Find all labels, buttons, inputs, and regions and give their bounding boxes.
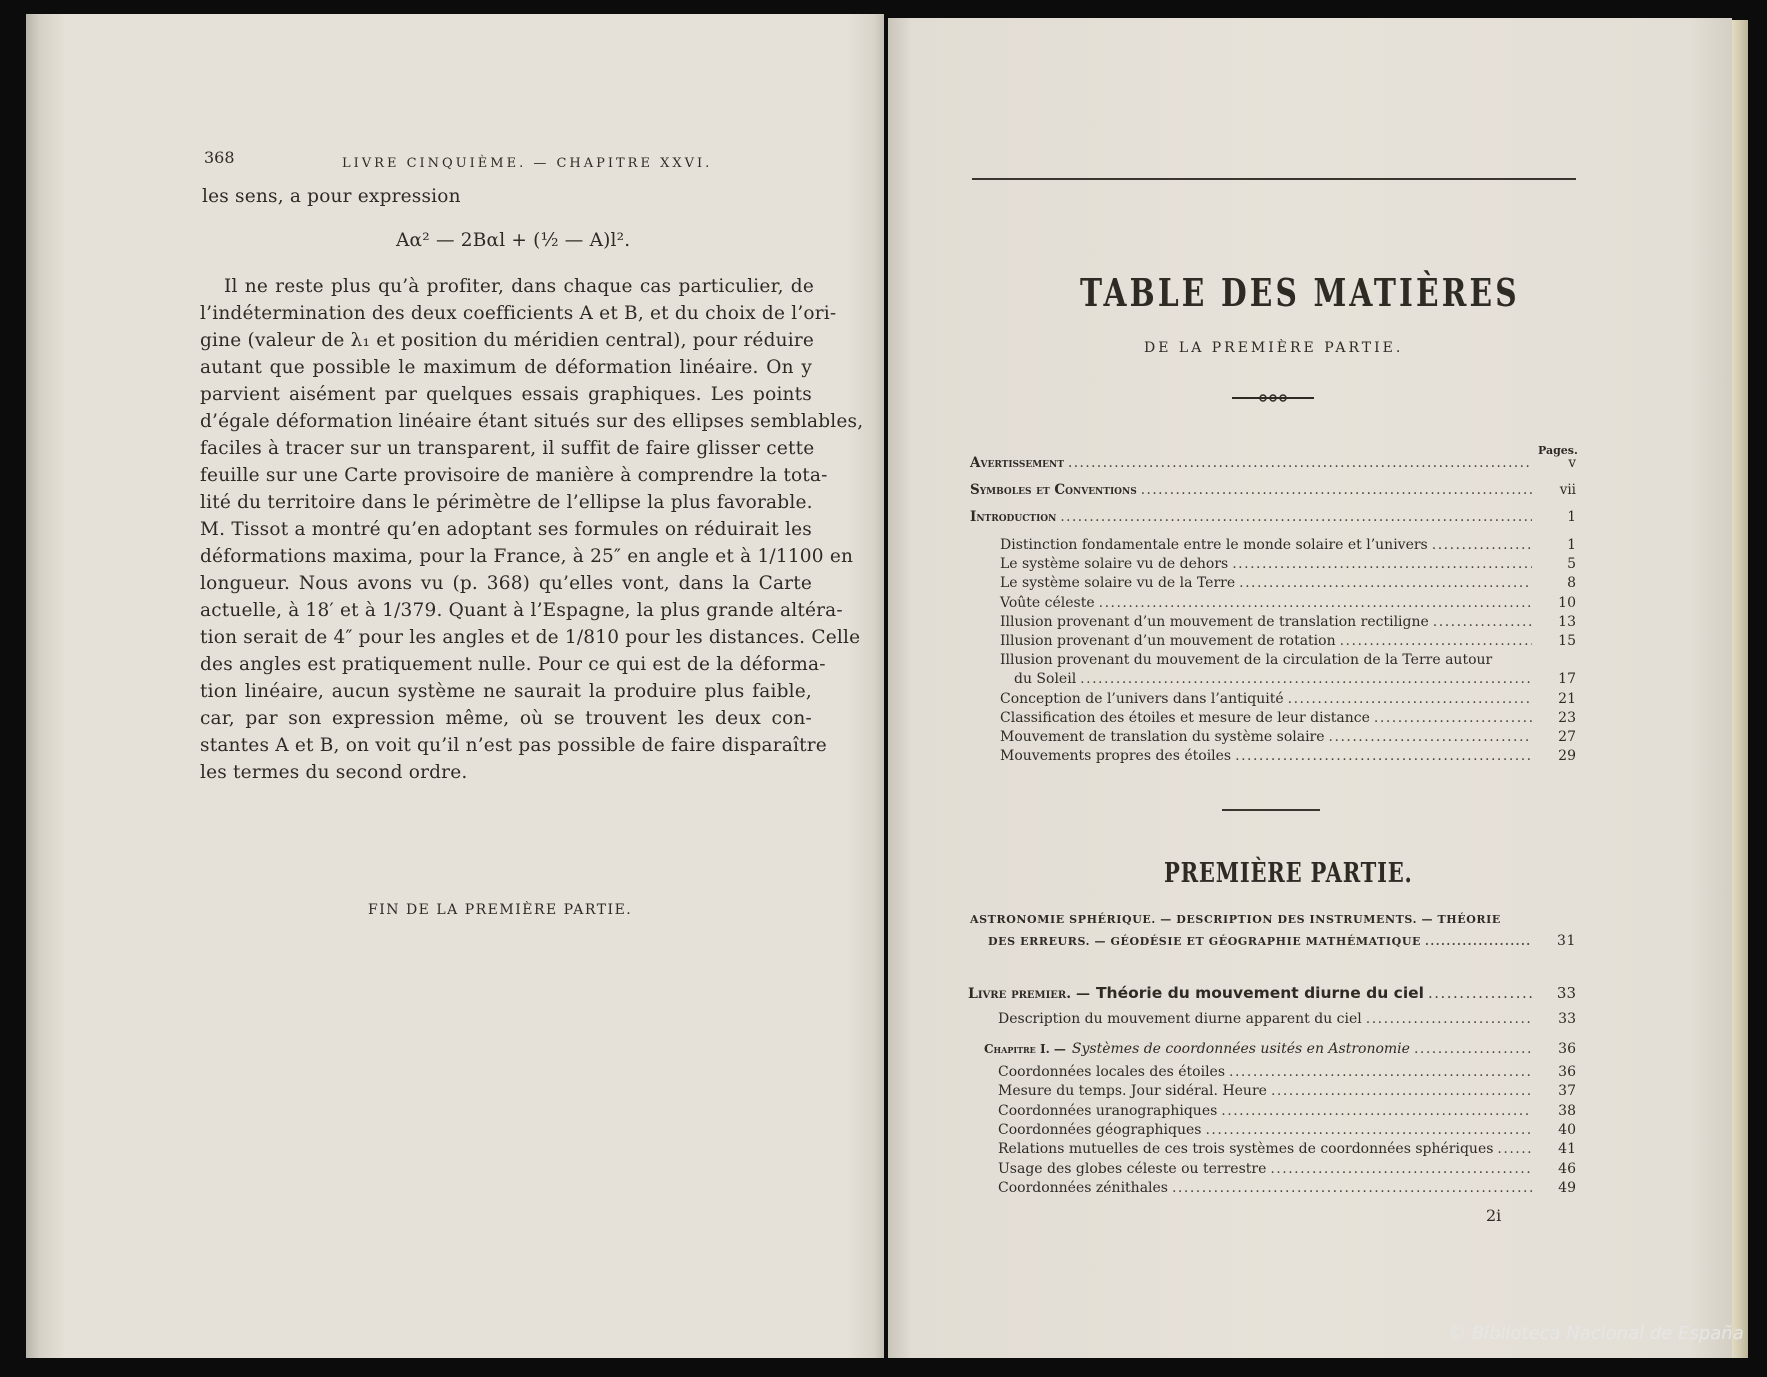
toc-entry-label: Description du mouvement diurne apparent du ciel — [998, 1011, 1362, 1027]
toc-entry-label: Coordonnées locales des étoiles — [998, 1064, 1226, 1080]
toc-page-number: 41 — [1558, 1141, 1576, 1158]
toc-page-number: 46 — [1558, 1160, 1576, 1177]
toc-entry-label: Conception de l’univers dans l’antiquité — [1000, 690, 1284, 707]
toc-entry-label: du Soleil — [1014, 671, 1077, 688]
section-rule — [1222, 809, 1320, 811]
toc-entry — [1000, 652, 1576, 668]
body-line: faciles à tracer sur un transparent, il suffit de faire glisser cette — [200, 438, 815, 459]
toc-entry-label: Distinction fondamentale entre le monde solaire et l’univers — [1000, 537, 1428, 553]
toc-page-number: 38 — [1558, 1102, 1576, 1119]
ornament-icon — [1230, 392, 1316, 404]
toc-entry — [970, 509, 1576, 525]
part-description-line2 — [988, 933, 1576, 949]
toc-entry — [1000, 633, 1576, 649]
livre-prefix: Livre premier. — — [968, 986, 1090, 1002]
toc-page-number: 23 — [1558, 709, 1576, 726]
toc-entry — [998, 1122, 1576, 1138]
body-line: parvient aisément par quelques essais graphiques. Les points — [200, 384, 812, 405]
body-line: les sens, a pour expression — [202, 186, 461, 207]
livre-title: Théorie du mouvement diurne du ciel — [1095, 984, 1424, 1002]
toc-entry — [1000, 748, 1576, 764]
toc-page-number: 49 — [1558, 1179, 1576, 1196]
pages-label: Pages. — [1538, 444, 1578, 457]
toc-entry — [1000, 729, 1576, 745]
toc-page-number: 31 — [1556, 933, 1576, 949]
toc-entry-label: Classification des étoiles et mesure de leur distance — [1000, 709, 1370, 726]
toc-entry-label: Coordonnées uranographiques — [998, 1102, 1218, 1119]
top-rule — [972, 178, 1576, 180]
toc-entry — [1014, 671, 1576, 687]
toc-page-number: 37 — [1558, 1083, 1576, 1100]
body-line: des angles est pratiquement nulle. Pour ce qui est de la déforma- — [200, 654, 826, 675]
toc-entry — [1000, 575, 1576, 591]
toc-entry — [998, 1161, 1576, 1177]
toc-page-number: 1 — [1567, 537, 1576, 553]
toc-entry-label: Mesure du temps. Jour sidéral. Heure — [998, 1083, 1267, 1100]
toc-page-number: 17 — [1558, 671, 1576, 688]
body-line: Aα² — 2Bαl + (½ — A)l². — [396, 230, 631, 251]
toc-entry-label: Avertissement — [970, 455, 1064, 471]
toc-entry-label: Mouvement de translation du système solaire — [1000, 729, 1325, 745]
toc-page-number: 33 — [1556, 984, 1576, 1002]
running-head: LIVRE CINQUIÈME. — CHAPITRE XXVI. — [342, 156, 713, 171]
part-description-line1: ASTRONOMIE SPHÉRIQUE. — DESCRIPTION DES INSTRUMENTS. — THÉORIE — [970, 913, 1501, 926]
chapitre-entry — [984, 1041, 1576, 1057]
body-line: lité du territoire dans le périmètre de l’ellipse la plus favorable. — [200, 492, 813, 513]
toc-page-number: 8 — [1567, 575, 1576, 592]
toc-page-number: 36 — [1558, 1041, 1576, 1057]
toc-page-number: 27 — [1558, 729, 1576, 745]
end-note: FIN DE LA PREMIÈRE PARTIE. — [368, 902, 633, 918]
toc-page-number: 29 — [1558, 748, 1576, 765]
livre-entry — [968, 984, 1576, 1002]
toc-title: TABLE DES MATIÈRES — [1080, 270, 1520, 315]
page-number: 368 — [204, 148, 235, 167]
body-line: tion serait de 4″ pour les angles et de 1/810 pour les distances. Celle — [200, 627, 861, 648]
toc-entry-label: Illusion provenant d’un mouvement de rotation — [1000, 633, 1336, 649]
body-line: d’égale déformation linéaire étant situés sur des ellipses semblables, — [200, 411, 864, 432]
toc-entry — [1000, 710, 1576, 726]
toc-page-number: 1 — [1567, 509, 1576, 525]
toc-entry — [970, 482, 1576, 498]
body-line: feuille sur une Carte provisoire de manière à comprendre la tota- — [200, 465, 828, 486]
toc-entry — [1000, 595, 1576, 611]
body-line: Il ne reste plus qu’à profiter, dans chaque cas particulier, de — [224, 276, 814, 297]
toc-entry-label: Illusion provenant du mouvement de la circulation de la Terre autour — [1000, 652, 1493, 669]
toc-entry — [1000, 691, 1576, 707]
toc-entry-label: Usage des globes céleste ou terrestre — [998, 1160, 1267, 1177]
body-line: M. Tissot a montré qu’en adoptant ses formules on réduirait les — [200, 519, 812, 540]
body-line: gine (valeur de λ₁ et position du méridien central), pour réduire — [200, 330, 815, 351]
toc-entry-label: Introduction — [970, 509, 1057, 525]
toc-entry — [1000, 556, 1576, 572]
toc-entry-label: Coordonnées géographiques — [998, 1121, 1202, 1138]
toc-entry-label: Symboles et Conventions — [970, 482, 1137, 498]
toc-entry — [998, 1103, 1576, 1119]
toc-page-number: 40 — [1558, 1121, 1576, 1138]
body-line: car, par son expression même, où se trouvent les deux con- — [200, 708, 812, 729]
toc-page-number: 10 — [1558, 594, 1576, 611]
body-line: les termes du second ordre. — [200, 762, 468, 783]
toc-entry-label: Mouvements propres des étoiles — [1000, 748, 1232, 765]
part-title: PREMIÈRE PARTIE. — [1164, 858, 1413, 889]
body-line: longueur. Nous avons vu (p. 368) qu’elles vont, dans la Carte — [200, 573, 812, 594]
toc-page-number: 5 — [1567, 556, 1576, 573]
chapitre-title: Systèmes de coordonnées usités en Astronomie — [1071, 1041, 1410, 1057]
chapitre-prefix: Chapitre I. — — [984, 1042, 1066, 1056]
toc-entry — [998, 1064, 1576, 1080]
toc-entry-label: Le système solaire vu de la Terre — [1000, 575, 1236, 592]
toc-entry-label: Illusion provenant d’un mouvement de translation rectiligne — [1000, 613, 1429, 630]
toc-page-number: 15 — [1558, 633, 1576, 649]
body-line: tion linéaire, aucun système ne saurait la produire plus faible, — [200, 681, 812, 702]
watermark: © Biblioteca Nacional de España — [1448, 1323, 1744, 1344]
toc-entry-label: Voûte céleste — [1000, 594, 1095, 611]
toc-subtitle: DE LA PREMIÈRE PARTIE. — [1144, 340, 1404, 356]
body-line: stantes A et B, on voit qu’il n’est pas possible de faire disparaître — [200, 735, 827, 756]
toc-entry — [1000, 614, 1576, 630]
toc-entry — [998, 1011, 1576, 1027]
body-line: actuelle, à 18′ et à 1/379. Quant à l’Espagne, la plus grande altéra- — [200, 600, 843, 621]
toc-page-number: 33 — [1558, 1011, 1576, 1027]
toc-entry — [998, 1083, 1576, 1099]
part-description-text: DES ERREURS. — GÉODÉSIE ET GÉOGRAPHIE MATHÉMATIQUE — [988, 935, 1422, 948]
toc-entry-label: Coordonnées zénithales — [998, 1179, 1168, 1196]
body-line: autant que possible le maximum de déformation linéaire. On y — [200, 357, 812, 378]
toc-page-number: vii — [1559, 482, 1576, 498]
toc-entry — [1000, 537, 1576, 553]
signature-mark: 2i — [1486, 1206, 1502, 1225]
toc-page-number: 21 — [1558, 690, 1576, 707]
toc-entry-label: Le système solaire vu de dehors — [1000, 556, 1229, 573]
toc-page-number: 13 — [1558, 613, 1576, 630]
body-line: l’indétermination des deux coefficients A et B, et du choix de l’ori- — [200, 303, 837, 324]
toc-page-number: v — [1568, 455, 1576, 471]
toc-entry — [998, 1141, 1576, 1157]
toc-entry — [998, 1180, 1576, 1196]
toc-entry-label: Relations mutuelles de ces trois systèmes de coordonnées sphériques — [998, 1141, 1494, 1158]
page-edge — [1732, 20, 1748, 1358]
toc-entry — [970, 455, 1576, 471]
body-line: déformations maxima, pour la France, à 25″ en angle et à 1/1100 en — [200, 546, 854, 567]
toc-page-number: 36 — [1558, 1064, 1576, 1080]
